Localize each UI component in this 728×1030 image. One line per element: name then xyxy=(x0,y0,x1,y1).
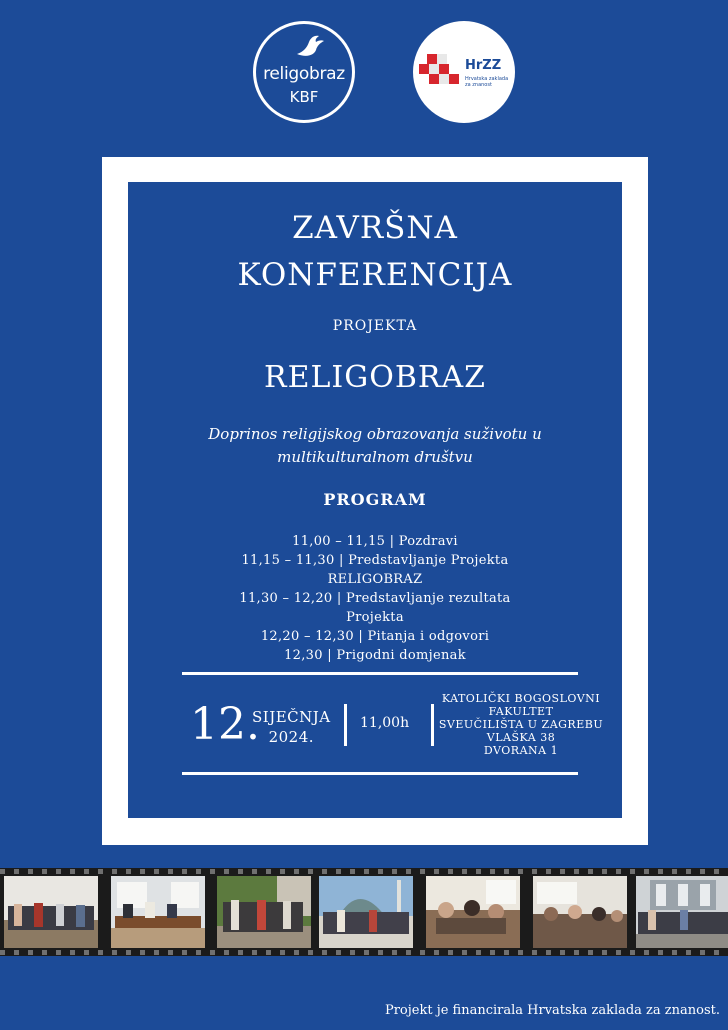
photo-film-strip xyxy=(0,868,728,956)
venue-line: DVORANA 1 xyxy=(483,744,559,757)
photo-conference-table xyxy=(111,876,205,948)
program-list xyxy=(128,532,622,665)
date-day: 12. xyxy=(190,699,260,750)
funding-note: Projekt je financirala Hrvatska zaklada za znanost. xyxy=(384,1003,720,1018)
photo-mosque-group xyxy=(319,876,413,948)
projekta-label: PROJEKTA xyxy=(332,318,418,334)
separator-1 xyxy=(344,704,347,746)
subtitle-line-1: Doprinos religijskog obrazovanja suživotu u xyxy=(208,425,542,443)
program-line: 12,20 – 12,30 | Pitanja i odgovori xyxy=(260,629,490,644)
venue-address xyxy=(436,692,606,757)
kbf-logo-text: KBF xyxy=(289,88,319,106)
film-perforation-top xyxy=(0,869,728,874)
photo-group-garden xyxy=(217,876,311,948)
photo-group-building xyxy=(636,876,728,948)
religobraz-logo xyxy=(253,21,355,123)
project-name: RELIGOBRAZ xyxy=(264,360,486,395)
venue-line: FAKULTET xyxy=(488,705,554,718)
hrzz-logo-text: HrZZ xyxy=(465,58,502,73)
hrzz-tagline: Hrvatska zaklada za znanost xyxy=(465,76,509,88)
hrzz-logo xyxy=(413,21,515,123)
program-line: 11,00 – 11,15 | Pozdravi xyxy=(292,534,458,549)
photo-audience-1 xyxy=(426,876,520,948)
program-line: 12,30 | Prigodni domjenak xyxy=(284,648,466,663)
event-time: 11,00h xyxy=(360,715,410,731)
program-line: RELIGOBRAZ xyxy=(327,572,423,587)
date-month-year xyxy=(252,707,331,747)
program-line: Projekta xyxy=(346,610,404,625)
dove-icon xyxy=(295,34,325,60)
venue-line: SVEUČILIŠTA U ZAGREBU xyxy=(438,718,604,731)
divider-bottom xyxy=(182,772,578,775)
poster-panel xyxy=(128,182,622,818)
separator-2 xyxy=(431,704,434,746)
program-line: 11,30 – 12,20 | Predstavljanje rezultata xyxy=(239,591,511,606)
venue-line: VLAŠKA 38 xyxy=(486,731,556,744)
program-heading: PROGRAM xyxy=(323,490,427,509)
venue-line: KATOLIČKI BOGOSLOVNI xyxy=(441,692,601,705)
program-line: 11,15 – 11,30 | Predstavljanje Projekta xyxy=(241,553,509,568)
photo-audience-2 xyxy=(533,876,627,948)
religobraz-logo-text: religobraz xyxy=(263,64,345,84)
date-year: 2024. xyxy=(268,728,315,746)
subtitle-line-2: multikulturalnom društvu xyxy=(277,448,473,466)
title-line-2: KONFERENCIJA xyxy=(237,257,513,293)
title-line-1: ZAVRŠNA xyxy=(292,210,458,246)
date-month: SIJEČNJA xyxy=(252,708,331,726)
photo-group-outdoor xyxy=(4,876,98,948)
checkerboard-icon xyxy=(419,54,461,88)
film-perforation-bottom xyxy=(0,950,728,955)
divider-top xyxy=(182,672,578,675)
